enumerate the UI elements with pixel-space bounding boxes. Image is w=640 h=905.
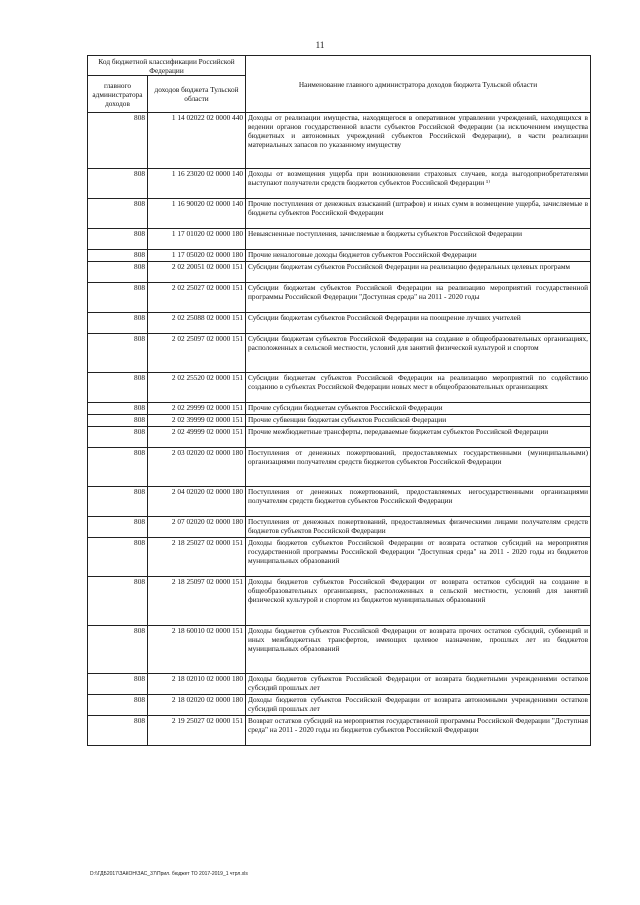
table-row — [88, 674, 591, 695]
table-row — [88, 448, 591, 487]
table-row — [88, 716, 591, 746]
income-name-cell: Прочие поступления от денежных взысканий (штрафов) и иных сумм в возмещение ущерба, зачисляемые в бюджеты субъектов Российской Федерации — [246, 199, 591, 229]
income-name-cell: Прочие субвенции бюджетам субъектов Российской Федерации — [246, 415, 591, 427]
table-row — [88, 403, 591, 415]
income-code-cell: 1 17 01020 02 0000 180 — [148, 229, 246, 250]
admin-code-cell: 808 — [88, 313, 148, 334]
income-code-cell: 2 19 25027 02 0000 151 — [148, 716, 246, 746]
income-name-cell: Возврат остатков субсидий на мероприятия государственной программы Российской Федерации "Доступная среда" на 2011 - 2020 годы из бюджетов субъектов Российской Федерации — [246, 716, 591, 746]
admin-code-cell: 808 — [88, 487, 148, 517]
table-row — [88, 538, 591, 577]
header-code-group: Код бюджетной классификации Российской Федерации — [88, 56, 246, 76]
table-row — [88, 373, 591, 403]
income-name-cell: Прочие субсидии бюджетам субъектов Российской Федерации — [246, 403, 591, 415]
admin-code-cell: 808 — [88, 674, 148, 695]
income-name-cell: Субсидии бюджетам субъектов Российской Федерации на реализацию мероприятий государственной программы Российской Федерации "Доступная среда" на 2011 - 2020 годы — [246, 283, 591, 313]
income-name-cell: Субсидии бюджетам субъектов Российской Федерации на поощрение лучших учителей — [246, 313, 591, 334]
income-code-cell: 2 18 02020 02 0000 180 — [148, 695, 246, 716]
table-row — [88, 262, 591, 283]
income-name-cell: Доходы от возмещения ущерба при возникновении страховых случаев, когда выгодоприобретателями выступают получатели средств бюджетов субъектов Российской Федерации ¹⁾ — [246, 169, 591, 199]
income-name-cell: Субсидии бюджетам субъектов Российской Федерации на реализацию мероприятий по содействию созданию в субъектах Российской Федерации новых мест в общеобразовательных организациях — [246, 373, 591, 403]
income-code-cell: 2 02 25520 02 0000 151 — [148, 373, 246, 403]
admin-code-cell: 808 — [88, 283, 148, 313]
income-code-cell: 2 02 25027 02 0000 151 — [148, 283, 246, 313]
income-code-cell: 2 07 02020 02 0000 180 — [148, 517, 246, 538]
income-code-cell: 2 03 02020 02 0000 180 — [148, 448, 246, 487]
table-row — [88, 250, 591, 262]
table-row — [88, 577, 591, 626]
admin-code-cell: 808 — [88, 199, 148, 229]
admin-code-cell: 808 — [88, 626, 148, 674]
income-code-cell: 1 17 05020 02 0000 180 — [148, 250, 246, 262]
admin-code-cell: 808 — [88, 716, 148, 746]
table-row — [88, 415, 591, 427]
income-name-cell: Прочие межбюджетные трансферты, передаваемые бюджетам субъектов Российской Федерации — [246, 427, 591, 448]
income-name-cell: Доходы бюджетов субъектов Российской Федерации от возврата автономными учреждениями остатков субсидий прошлых лет — [246, 695, 591, 716]
income-name-cell: Доходы бюджетов субъектов Российской Федерации от возврата бюджетными учреждениями остатков субсидий прошлых лет — [246, 674, 591, 695]
admin-code-cell: 808 — [88, 169, 148, 199]
income-name-cell: Поступления от денежных пожертвований, предоставляемых физическими лицами получателям средств бюджетов субъектов Российской Федерации — [246, 517, 591, 538]
admin-code-cell: 808 — [88, 695, 148, 716]
table-row — [88, 695, 591, 716]
table-row — [88, 113, 591, 169]
admin-code-cell: 808 — [88, 334, 148, 373]
income-name-cell: Прочие неналоговые доходы бюджетов субъектов Российской Федерации — [246, 250, 591, 262]
income-code-cell: 2 02 39999 02 0000 151 — [148, 415, 246, 427]
header-name: Наименование главного администратора доходов бюджета Тульской области — [246, 56, 591, 113]
income-code-cell: 2 18 25027 02 0000 151 — [148, 538, 246, 577]
table-row — [88, 626, 591, 674]
admin-code-cell: 808 — [88, 229, 148, 250]
income-code-cell: 2 02 29999 02 0000 151 — [148, 403, 246, 415]
income-code-cell: 2 02 49999 02 0000 151 — [148, 427, 246, 448]
table-row — [88, 169, 591, 199]
admin-code-cell: 808 — [88, 538, 148, 577]
admin-code-cell: 808 — [88, 113, 148, 169]
income-code-cell: 2 02 25097 02 0000 151 — [148, 334, 246, 373]
income-code-cell: 2 18 02010 02 0000 180 — [148, 674, 246, 695]
admin-code-cell: 808 — [88, 262, 148, 283]
table-row — [88, 313, 591, 334]
admin-code-cell: 808 — [88, 448, 148, 487]
income-name-cell: Поступления от денежных пожертвований, предоставляемых негосударственными организациями получателям средств бюджетов субъектов Российской Федерации — [246, 487, 591, 517]
table-body — [88, 113, 591, 746]
income-code-cell: 2 18 60010 02 0000 151 — [148, 626, 246, 674]
income-name-cell: Невыясненные поступления, зачисляемые в бюджеты субъектов Российской Федерации — [246, 229, 591, 250]
admin-code-cell: 808 — [88, 373, 148, 403]
income-code-cell: 2 04 02020 02 0000 180 — [148, 487, 246, 517]
income-name-cell: Доходы бюджетов субъектов Российской Федерации от возврата остатков субсидий на создание в общеобразовательных организациях, расположенных в сельской местности, условий для занятий физической культурой и спортом из бюджетов муниципальных образований — [246, 577, 591, 626]
admin-code-cell: 808 — [88, 415, 148, 427]
income-name-cell: Доходы бюджетов субъектов Российской Федерации от возврата остатков субсидий на мероприятия государственной программы Российской Федерации "Доступная среда" на 2011 - 2020 годы из бюджетов муниципальных образований — [246, 538, 591, 577]
table-row — [88, 427, 591, 448]
income-name-cell: Субсидии бюджетам субъектов Российской Федерации на реализацию федеральных целевых программ — [246, 262, 591, 283]
income-code-cell: 2 02 20051 02 0000 151 — [148, 262, 246, 283]
file-path-footer: D:\\ГДБ2017\ЗАКОН\ЗАС_37\Прил. бюджет ТО 2017-2019_1 чтрл.xls — [90, 871, 248, 877]
income-name-cell: Доходы от реализации имущества, находящегося в оперативном управлении учреждений, находящихся в ведении органов государственной власти субъектов Российской Федерации (за исключением имущества бюджетных и автономных учреждений субъектов Российской Федерации), в части реализации материальных запасов по указанному имуществу — [246, 113, 591, 169]
table-row — [88, 334, 591, 373]
table-row — [88, 517, 591, 538]
table-row — [88, 487, 591, 517]
header-code-column: доходов бюджета Тульской области — [148, 76, 246, 113]
admin-code-cell: 808 — [88, 250, 148, 262]
header-admin-column: главного администратора доходов — [88, 76, 148, 113]
income-code-cell: 2 18 25097 02 0000 151 — [148, 577, 246, 626]
income-code-cell: 1 16 23020 02 0000 140 — [148, 169, 246, 199]
table-row — [88, 283, 591, 313]
budget-classification-table — [87, 55, 591, 746]
income-code-cell: 1 16 90020 02 0000 140 — [148, 199, 246, 229]
admin-code-cell: 808 — [88, 577, 148, 626]
admin-code-cell: 808 — [88, 403, 148, 415]
income-name-cell: Субсидии бюджетам субъектов Российской Федерации на создание в общеобразовательных организациях, расположенных в сельской местности, условий для занятий физической культурой и спортом — [246, 334, 591, 373]
admin-code-cell: 808 — [88, 427, 148, 448]
page-number: 11 — [315, 40, 325, 50]
admin-code-cell: 808 — [88, 517, 148, 538]
income-name-cell: Поступления от денежных пожертвований, предоставляемых государственными (муниципальными) организациями получателям средств бюджетов субъектов Российской Федерации — [246, 448, 591, 487]
income-code-cell: 2 02 25088 02 0000 151 — [148, 313, 246, 334]
income-name-cell: Доходы бюджетов субъектов Российской Федерации от возврата прочих остатков субсидий, субвенций и иных межбюджетных трансфертов, имеющих целевое назначение, прошлых лет из бюджетов муниципальных образований — [246, 626, 591, 674]
income-code-cell: 1 14 02022 02 0000 440 — [148, 113, 246, 169]
table-row — [88, 199, 591, 229]
table-row — [88, 229, 591, 250]
